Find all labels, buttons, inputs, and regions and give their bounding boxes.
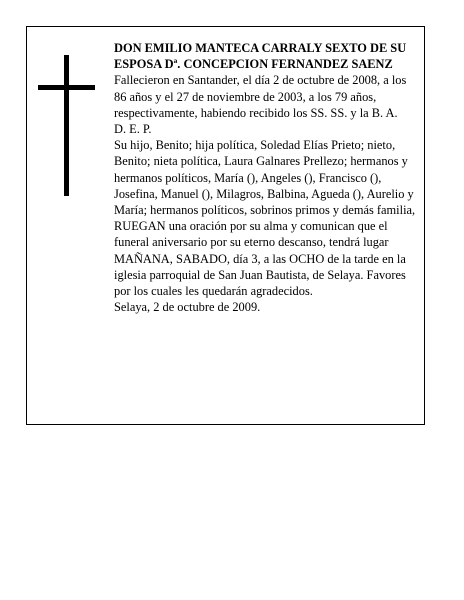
- rip-abbreviation: D. E. P.: [114, 122, 152, 137]
- cross-horizontal-bar: [38, 85, 95, 90]
- notice-text: [114, 40, 420, 315]
- cross-vertical-bar: [64, 55, 69, 196]
- place-and-date: Selaya, 2 de octubre de 2009.: [114, 300, 261, 315]
- deceased-names-heading: DON EMILIO MANTECA CARRALY SEXTO DE SU ESPOSA Dª. CONCEPCION FERNANDEZ SAENZ: [114, 41, 407, 72]
- funeral-announcement: RUEGAN una oración por su alma y comunican que el funeral aniversario por su eterno descanso, tendrá lugar MAÑANA, SABADO, día 3, a las OCHO de la tarde en la iglesia parroquial de San Juan Bautista, de Selaya. Favores por los cuales les quedarán agradecidos.: [114, 219, 406, 299]
- family-members: Su hijo, Benito; hija política, Soledad Elías Prieto; nieto, Benito; nieta política, Laura Galnares Prellezo; hermanos y hermanos políticos, María (), Angeles (), Francisco (), Josefina, Manuel (), Milagros, Balbina, Agueda (), Aurelio y María; hermanos políticos, sobrinos primos y demás familia,: [114, 138, 416, 218]
- death-details: Fallecieron en Santander, el día 2 de octubre de 2008, a los 86 años y el 27 de noviembre de 2003, a los 79 años, respectivamente, habiendo recibido los SS. SS. y la B. A.: [114, 73, 407, 120]
